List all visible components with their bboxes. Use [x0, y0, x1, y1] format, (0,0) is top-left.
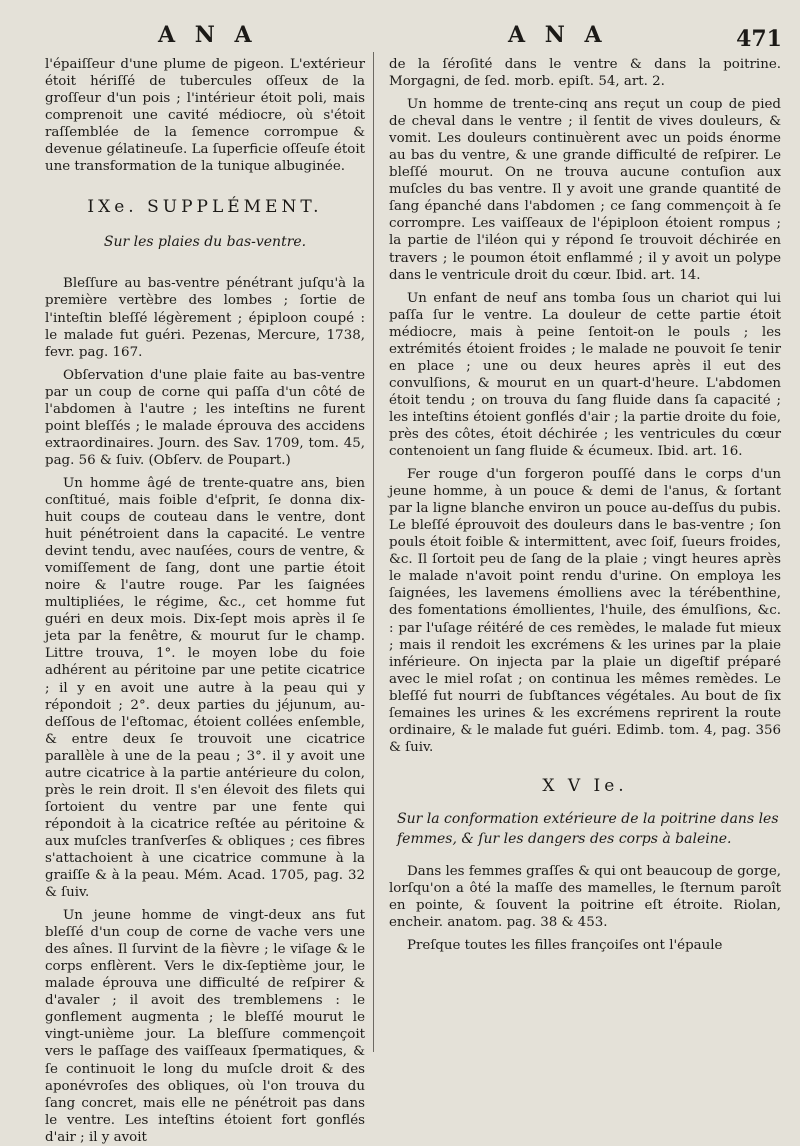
paragraph: Un homme âgé de trente-quatre ans, bien conſtitué, mais foible d'eſprit, ſe donna dix-huit coups de couteau dans le ventre, dont huit pénétroient dans la capacité. Le ventre devint tendu, avec nauſées, cours de ventre, & vomiſſement de ſang, dont une partie étoit noire & l'autre rouge. Par les ſaignées multipliées, le régime, &c., cet homme fut guéri en deux mois. Dix-ſept mois après il ſe jeta par la fenêtre, & mourut ſur le champ. Littre trouva, 1°. le moyen lobe du foie adhérent au péritoine par une petite cicatrice ; il y en avoit une autre à la peau qui y répondoit ; 2°. deux parties du jéjunum, au-deſſous de l'eſtomac, étoient collées enſemble, & entre deux ſe trouvoit une cicatrice parallèle à une de la peau ; 3°. il y avoit une autre cicatrice à la partie antérieure du colon, près le rein droit. Il s'en élevoit des filets qui ſortoient du ventre par une fente qui répondoit à la cicatrice reſtée au péritoine & aux muſcles tranſverſes & obliques ; ces fibres s'attachoient à une cicatrice commune à la graiſſe & à la peau. Mém. Acad. 1705, pag. 32 & ſuiv. [45, 475, 365, 901]
left-column [45, 56, 365, 1146]
paragraph: l'épaiſſeur d'une plume de pigeon. L'extérieur étoit hériſſé de tubercules oſſeux de la groſſeur d'un pois ; l'intérieur étoit poli, mais comprenoit une cavité médiocre, où s'étoit raſſemblée de la ſemence corrompue & devenue gélatineuſe. La ſuperficie oſſeuſe étoit une transformation de la tunique albuginée. [45, 57, 365, 175]
paragraph: Obſervation d'une plaie faite au bas-ventre par un coup de corne qui paſſa d'un côté de l'abdomen à l'autre ; les inteſtins ne furent point bleſſés ; le malade éprouva des accidens extraordinaires. Journ. des Sav. 1709, tom. 45, pag. 56 & ſuiv. (Obſerv. de Poupart.) [45, 367, 365, 468]
page-number: 471 [736, 26, 782, 52]
section-heading: IXe. SUPPLÉMENT. [87, 197, 323, 218]
paragraph: Preſque toutes les filles françoiſes ont l'épaule [407, 938, 723, 954]
paragraph: Dans les femmes graſſes & qui ont beaucoup de gorge, lorſqu'on a ôté la maſſe des mamelles, le ſternum paroît en pointe, & ſouvent la poitrine eſt étroite. Riolan, encheir. anatom. pag. 38 & 453. [389, 863, 781, 931]
paragraph: Un enfant de neuf ans tomba ſous un chariot qui lui paſſa ſur le ventre. La douleur de cette partie étoit médiocre, mais à peine ſentoit-on le pouls ; les extrémités étoient froides ; le malade ne pouvoit ſe tenir en place ; une ou deux heures après il eut des convulſions, & mourut en un quart-d'heure. L'abdomen étoit tendu ; on trouva du ſang fluide dans ſa capacité ; les inteſtins étoient gonflés d'air ; la partie droite du foie, près des côtes, étoit déchirée ; les ventricules du cœur contenoient un ſang fluide & écumeux. Ibid. art. 16. [389, 290, 781, 460]
left-running-head: A N A [158, 22, 258, 48]
section-heading: X V Ie. [542, 775, 628, 796]
paragraph: de la ſéroſité dans le ventre & dans la poitrine. Morgagni, de ſed. morb. epiſt. 54, art. 2. [389, 57, 781, 90]
paragraph: Bleſſure au bas-ventre pénétrant juſqu'à la première vertèbre des lombes ; ſortie de l'inteſtin bleſſé légèrement ; épiploon coupé : le malade fut guéri. Pezenas, Mercure, 1738, fevr. pag. 167. [45, 276, 365, 360]
paragraph: Un jeune homme de vingt-deux ans fut bleſſé d'un coup de corne de vache vers une des aînes. Il ſurvint de la fièvre ; le viſage & le corps enflèrent. Vers le dix-ſeptième jour, le malade éprouva une difficulté de reſpirer & d'avaler ; il avoit des tremblemens : le gonflement augmenta ; le bleſſé mourut le vingt-unième jour. La bleſſure commençoit vers le paſſage des vaiſſeaux ſpermatiques, & ſe continuoit le long du muſcle droit & des aponévroſes des obliques, où l'on trouva du ſang concret, mais elle ne pénétroit pas dans le ventre. Les inteſtins étoient fort gonflés d'air ; il y avoit [45, 908, 365, 1145]
paragraph: Un homme de trente-cinq ans reçut un coup de pied de cheval dans le ventre ; il ſentit de vives douleurs, & vomit. Les douleurs continuèrent avec un poids énorme au bas du ventre, & une grande difficulté de reſpirer. Le bleſſé mourut. On ne trouva aucune contuſion aux muſcles du bas ventre. Il y avoit une grande quantité de ſang épanché dans l'abdomen ; ce ſang commençoit à ſe corrompre. Les vaiſſeaux de l'épiploon étoient rompus ; la partie de l'iléon qui y répond ſe trouvoit déchirée en travers ; le poumon étoit enflammé ; il y avoit un polype dans le ventricule droit du cœur. Ibid. art. 14. [389, 97, 781, 283]
right-running-head: A N A [508, 22, 608, 48]
column-divider [373, 52, 374, 1052]
section-subtitle: Sur les plaies du bas-ventre. [103, 234, 307, 251]
paragraph: Fer rouge d'un forgeron pouſſé dans le corps d'un jeune homme, à un pouce & demi de l'anus, & ſortant par la ligne blanche environ un pouce au-deſſus du pubis. Le bleſſé éprouvoit des douleurs dans le bas-ventre ; ſon pouls étoit foible & intermittent, avec ſoif, ſueurs froides, &c. Il ſortoit peu de ſang de la plaie ; vingt heures après le malade n'avoit point rendu d'urine. On employa les ſaignées, les lavemens émolliens avec la térébenthine, des fomentations émollientes, l'huile, des émulſions, &c. : par l'uſage réitéré de ces remèdes, le malade fut mieux ; mais il rendoit les excrémens & les urines par la plaie inférieure. On injecta par la plaie un digeſtif préparé avec le miel roſat ; on continua les mêmes remèdes. Le bleſſé fut nourri de ſubſtances végétales. Au bout de ſix ſemaines les urines & les excrémens reprirent la route ordinaire, & le malade fut guéri. Edimb. tom. 4, pag. 356 & ſuiv. [389, 467, 781, 755]
right-column [389, 56, 781, 954]
section-subtitle: Sur la conformation extérieure de la poitrine dans les femmes, & ſur les dangers des corps à baleine. [397, 810, 779, 847]
